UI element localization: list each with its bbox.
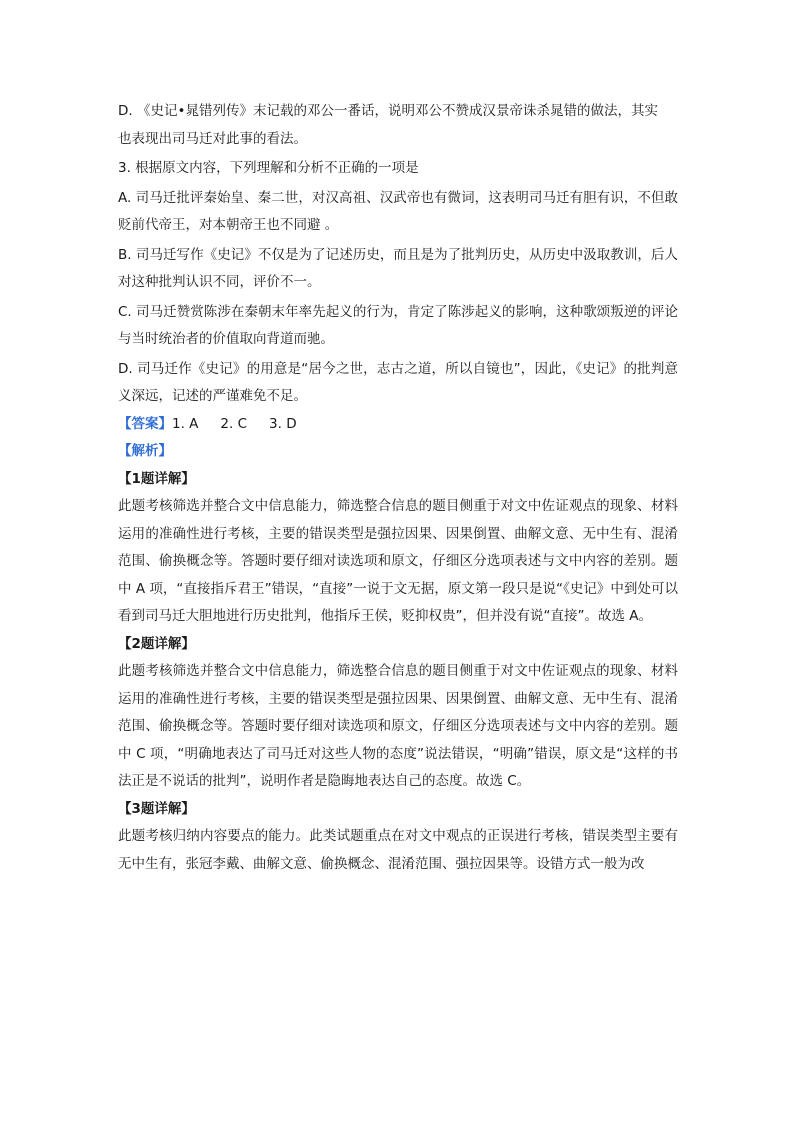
q3-stem: 3. 根据原文内容，下列理解和分析不正确的一项是 <box>118 160 419 176</box>
q3-option-b: B. 司马迁写作《史记》不仅是为了记述历史，而且是为了批判历史，从历史中汲取教训，后人对这种批判认识不同，评价不一。 <box>118 246 678 290</box>
q2-option-d <box>118 98 678 153</box>
answer-item-1: 1. A <box>172 415 199 432</box>
q3-option-a: A. 司马迁批评秦始皇、秦二世，对汉高祖、汉武帝也有微词，这表明司马迁有胆有识，不但敢贬前代帝王，对本朝帝王也不同避 。 <box>118 189 678 233</box>
q2-option-d-line2: 也表现出司马迁对此事的看法。 <box>118 130 307 147</box>
answer-line <box>118 411 678 439</box>
q2-option-d-line1: D. 《史记•晁错列传》末记载的邓公一番话，说明邓公不赞成汉景帝诛杀晁错的做法，其实 <box>118 103 658 119</box>
analysis-tag: 【解析】 <box>118 443 172 459</box>
answer-item-2: 2. C <box>220 415 248 432</box>
analysis-body-3: 此题考核归纳内容要点的能力。此类试题重点在对文中观点的正误进行考核，错误类型主要有无中生有，张冠李戴、曲解文意、偷换概念、混淆范围、强拉因果等。设错方式一般为改 <box>118 828 678 872</box>
analysis-body-2: 此题考核筛选并整合文中信息能力，筛选整合信息的题目侧重于对文中佐证观点的现象、材料运用的准确性进行考核，主要的错误类型是强拉因果、因果倒置、曲解文意、无中生有、混淆范围、偷换概念等。答题时要仔细对读选项和原文，仔细区分选项表述与文中内容的差别。题中 C 项，“明确地表达了司马迁对这些人物的态度”说法错误，“明确”错误，原文是“这样的书法正是不说话的批判”，说明作者是隐晦地表达自己的态度。故选 C。 <box>118 663 678 789</box>
q3-option-d: D. 司马迁作《史记》的用意是“居今之世，志古之道，所以自镜也”，因此，《史记》的批判意义深远，记述的严谨难免不足。 <box>118 360 678 404</box>
answer-tag: 【答案】 <box>118 415 172 432</box>
analysis-heading-2: 【2题详解】 <box>118 635 195 652</box>
q3-option-c: C. 司马迁赞赏陈涉在秦朝末年率先起义的行为，肯定了陈涉起义的影响，这种歌颂叛逆的评论与当时统治者的价值取向背道而驰。 <box>118 303 678 347</box>
document-page <box>118 98 678 878</box>
analysis-body-1: 此题考核筛选并整合文中信息能力，筛选整合信息的题目侧重于对文中佐证观点的现象、材料运用的准确性进行考核，主要的错误类型是强拉因果、因果倒置、曲解文意、无中生有、混淆范围、偷换概念等。答题时要仔细对读选项和原文，仔细区分选项表述与文中内容的差别。题中 A 项，“直接指斥君王”错误，“直接”一说于文无据，原文第一段只是说“《史记》中到处可以看到司马迁大胆地进行历史批判，他指斥王侯，贬抑权贵”，但并没有说“直接”。故选 A。 <box>118 498 678 624</box>
answer-item-3: 3. D <box>269 415 297 432</box>
analysis-heading-3: 【3题详解】 <box>118 800 195 817</box>
analysis-heading-1: 【1题详解】 <box>118 470 195 487</box>
